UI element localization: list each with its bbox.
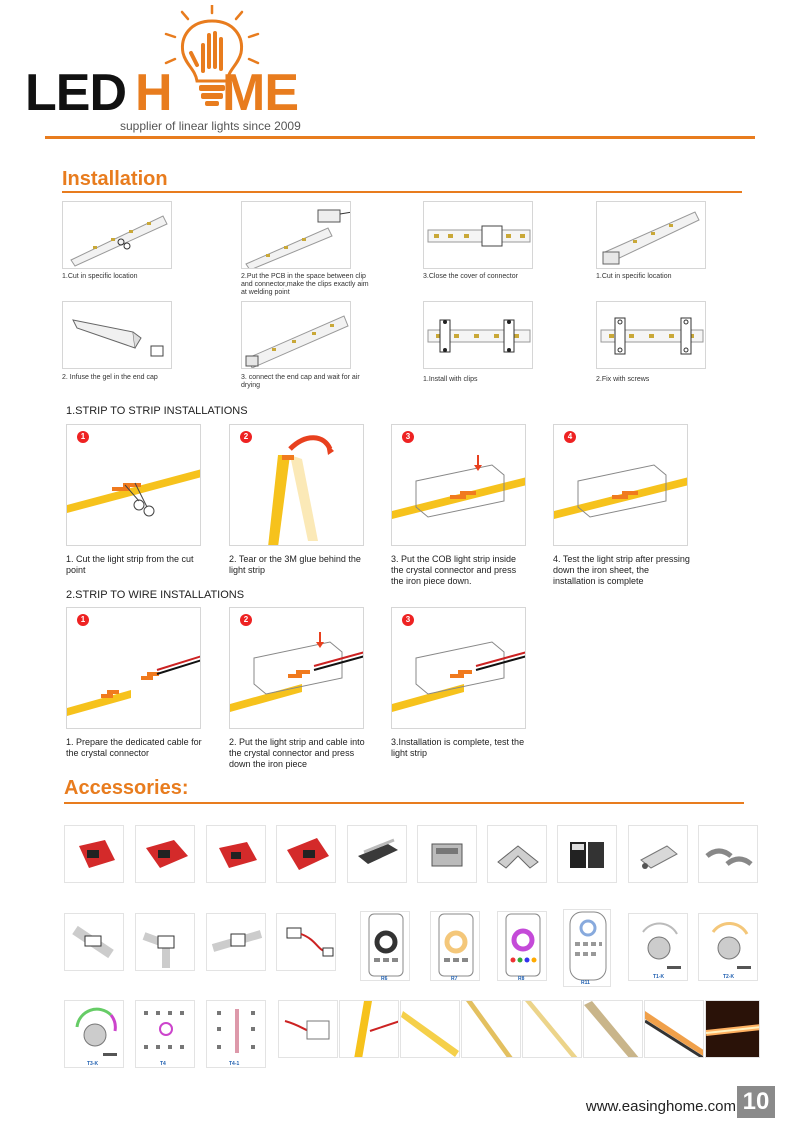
panel-label: T4-1 bbox=[229, 1061, 240, 1067]
step-number-badge: 1 bbox=[77, 431, 89, 443]
panel-label: T3-K bbox=[87, 1061, 99, 1067]
panel-label: T4 bbox=[160, 1061, 166, 1067]
install-caption: 1.Install with clips bbox=[423, 376, 478, 383]
install-caption: 2. Infuse the gel in the end cap bbox=[62, 374, 158, 381]
remote-label: R11 bbox=[581, 980, 590, 986]
accessory-red-connector bbox=[64, 825, 124, 883]
remote-label: R7 bbox=[451, 976, 458, 981]
brand-logo bbox=[25, 5, 315, 133]
footer-website: www.easinghome.com bbox=[585, 1098, 736, 1115]
accessory-mounting-clips bbox=[698, 825, 758, 883]
install-caption: 1.Cut in specific location bbox=[596, 273, 672, 280]
accessory-t-strip-connector bbox=[206, 913, 266, 971]
accessory-red-connector bbox=[135, 825, 195, 883]
accessory-l-strip-connector bbox=[135, 913, 195, 971]
s2s-step-1-image bbox=[66, 424, 201, 546]
strip-to-strip-title: 1.STRIP TO STRIP INSTALLATIONS bbox=[66, 405, 248, 417]
accessory-strip-connector bbox=[64, 913, 124, 971]
accessory-lit-strip bbox=[705, 1000, 760, 1058]
remote-r6 bbox=[360, 911, 410, 981]
installation-title: Installation bbox=[62, 168, 168, 190]
panel-t4-1 bbox=[206, 1000, 266, 1068]
accessories-title: Accessories: bbox=[64, 777, 189, 799]
step-number-badge: 3 bbox=[402, 614, 414, 626]
page-number: 10 bbox=[737, 1086, 775, 1118]
s2w-step-caption: 2. Put the light strip and cable into the crystal connector and press down the iron piece bbox=[229, 737, 365, 769]
accessory-clip-connector bbox=[417, 825, 477, 883]
accessory-neon-strip bbox=[583, 1000, 643, 1058]
accessory-l-connector bbox=[487, 825, 547, 883]
s2s-step-caption: 4. Test the light strip after pressing down the iron sheet, the installation is complete bbox=[553, 554, 690, 586]
logo-h-text: H bbox=[135, 64, 172, 122]
accessory-red-connector bbox=[206, 825, 266, 883]
install-image-gel bbox=[62, 301, 172, 369]
install-image-close-cover bbox=[423, 201, 533, 269]
panel-t1-k bbox=[628, 913, 688, 981]
panel-label: T2-K bbox=[723, 974, 735, 980]
remote-label: R6 bbox=[381, 976, 388, 981]
accessory-cob-strip bbox=[339, 1000, 399, 1058]
install-image-end-cap bbox=[241, 301, 351, 369]
install-caption: 3.Close the cover of connector bbox=[423, 273, 518, 280]
accessory-cable-connector bbox=[276, 913, 336, 971]
install-image-clips bbox=[423, 301, 533, 369]
step-number-badge: 4 bbox=[564, 431, 576, 443]
step-number-badge: 3 bbox=[402, 431, 414, 443]
s2w-step-caption: 3.Installation is complete, test the light strip bbox=[391, 737, 525, 758]
s2w-step-2-image bbox=[229, 607, 364, 729]
install-caption: 2.Fix with screws bbox=[596, 376, 650, 383]
installation-divider bbox=[62, 191, 742, 193]
s2s-step-2-image bbox=[229, 424, 364, 546]
install-caption: 2.Put the PCB in the space between clip and connector,make the clips exactly aim at welding point bbox=[241, 273, 369, 296]
accessory-cob-cable-connector bbox=[278, 1000, 338, 1058]
logo-led-text: LED bbox=[25, 64, 126, 122]
s2s-step-caption: 1. Cut the light strip from the cut point bbox=[66, 554, 194, 575]
accessory-cob-strip bbox=[400, 1000, 460, 1058]
s2s-step-caption: 2. Tear or the 3M glue behind the light strip bbox=[229, 554, 361, 575]
s2w-step-caption: 1. Prepare the dedicated cable for the crystal connector bbox=[66, 737, 202, 758]
s2s-step-3-image bbox=[391, 424, 526, 546]
strip-to-wire-title: 2.STRIP TO WIRE INSTALLATIONS bbox=[66, 589, 245, 601]
logo-me-text: ME bbox=[222, 64, 298, 122]
step-number-badge: 2 bbox=[240, 614, 252, 626]
remote-r8 bbox=[497, 911, 547, 981]
panel-t2-k bbox=[698, 913, 758, 981]
install-caption: 3. connect the end cap and wait for air drying bbox=[241, 374, 360, 389]
install-image-pcb bbox=[241, 201, 351, 269]
accessories-divider bbox=[64, 802, 744, 804]
step-number-badge: 2 bbox=[240, 431, 252, 443]
header-divider bbox=[45, 136, 755, 139]
accessory-warm-strip bbox=[644, 1000, 704, 1058]
install-image-cut bbox=[62, 201, 172, 269]
s2w-step-3-image bbox=[391, 607, 526, 729]
s2s-step-4-image bbox=[553, 424, 688, 546]
panel-t4 bbox=[135, 1000, 195, 1068]
remote-r7 bbox=[430, 911, 480, 981]
step-number-badge: 1 bbox=[77, 614, 89, 626]
accessory-red-connector bbox=[276, 825, 336, 883]
accessory-smd-strip bbox=[522, 1000, 582, 1058]
s2s-step-caption: 3. Put the COB light strip inside the crystal connector and press the iron piece down. bbox=[391, 554, 517, 586]
accessory-clip-connector bbox=[347, 825, 407, 883]
s2w-step-1-image bbox=[66, 607, 201, 729]
accessory-black-connector bbox=[557, 825, 617, 883]
install-image-screws bbox=[596, 301, 706, 369]
panel-label: T1-K bbox=[653, 974, 665, 980]
remote-label: R8 bbox=[518, 976, 525, 981]
install-caption: 1.Cut in specific location bbox=[62, 273, 138, 280]
accessory-smd-strip bbox=[461, 1000, 521, 1058]
logo-tagline: supplier of linear lights since 2009 bbox=[120, 119, 301, 133]
remote-r11 bbox=[563, 909, 611, 987]
panel-t3-k bbox=[64, 1000, 124, 1068]
install-image-cut-2 bbox=[596, 201, 706, 269]
accessory-end-cap bbox=[628, 825, 688, 883]
